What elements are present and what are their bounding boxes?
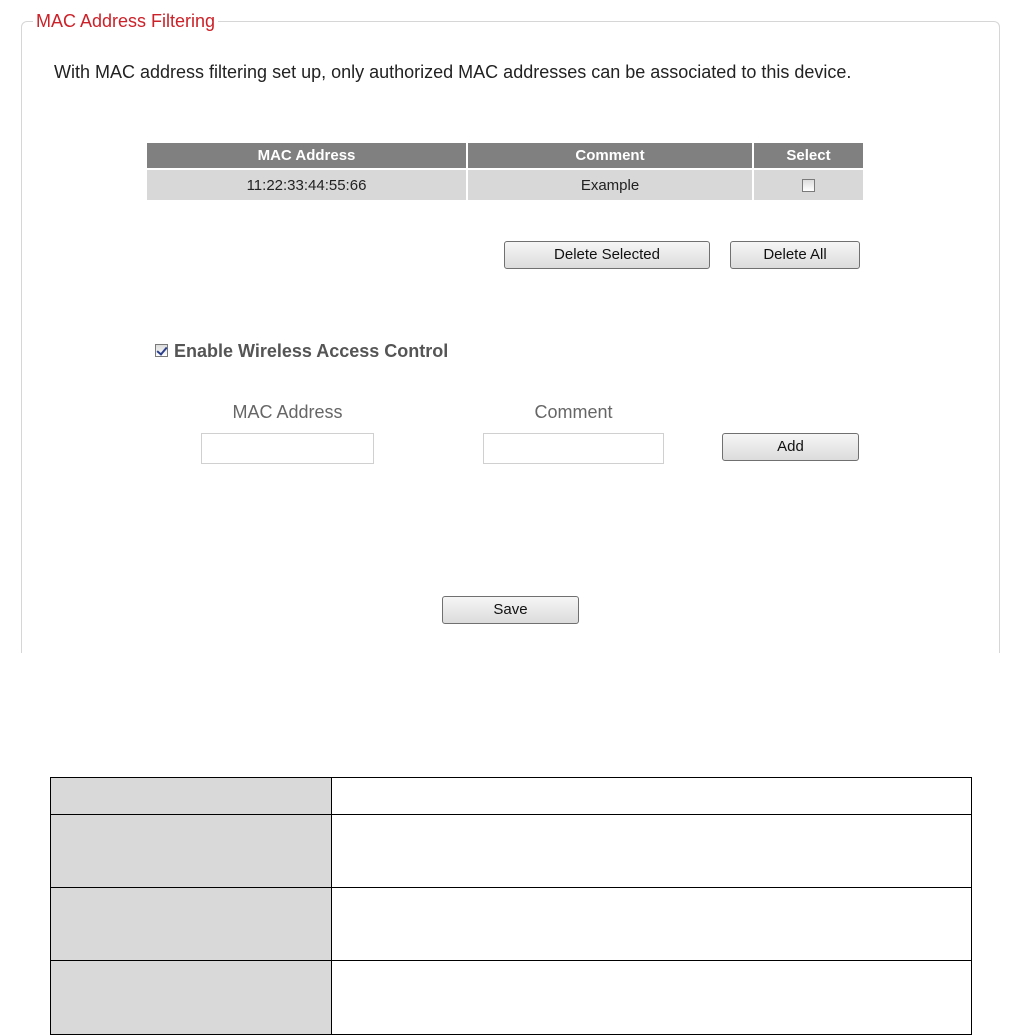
mac-address-table: [147, 143, 863, 200]
delete-selected-button[interactable]: Delete Selected: [504, 241, 710, 269]
header-comment: Comment: [468, 143, 754, 170]
description-value-cell: [332, 815, 972, 888]
mac-filtering-panel: [21, 21, 1000, 653]
description-table: [50, 777, 972, 1035]
table-row: [51, 815, 972, 888]
description-value-cell: [332, 778, 972, 815]
table-header-row: [147, 143, 863, 170]
mac-address-input[interactable]: [201, 433, 374, 464]
header-mac-address: MAC Address: [147, 143, 468, 170]
row-select-cell: [754, 170, 863, 200]
intro-text: With MAC address filtering set up, only authorized MAC addresses can be associated to this device.: [54, 62, 852, 82]
description-key-cell: [51, 961, 332, 1035]
table-row: [51, 961, 972, 1035]
description-value-cell: [332, 888, 972, 961]
add-button[interactable]: Add: [722, 433, 859, 461]
row-comment: Example: [468, 170, 754, 200]
enable-access-control-row: [155, 340, 448, 362]
description-value-cell: [332, 961, 972, 1035]
mac-address-label: MAC Address: [232, 402, 343, 422]
enable-access-control-label[interactable]: Enable Wireless Access Control: [174, 341, 449, 361]
save-button[interactable]: Save: [442, 596, 579, 624]
enable-access-control-checkbox[interactable]: [155, 344, 168, 357]
comment-label: Comment: [534, 402, 613, 422]
description-key-cell: [51, 778, 332, 815]
table-row: [51, 778, 972, 815]
table-row: [51, 888, 972, 961]
section-legend: MAC Address Filtering: [33, 10, 218, 32]
comment-input[interactable]: [483, 433, 664, 464]
header-select: Select: [754, 143, 863, 170]
delete-all-button[interactable]: Delete All: [730, 241, 860, 269]
table-row: [147, 170, 863, 200]
description-key-cell: [51, 888, 332, 961]
row-mac-address: 11:22:33:44:55:66: [147, 170, 468, 200]
row-select-checkbox[interactable]: [802, 179, 815, 192]
description-key-cell: [51, 815, 332, 888]
